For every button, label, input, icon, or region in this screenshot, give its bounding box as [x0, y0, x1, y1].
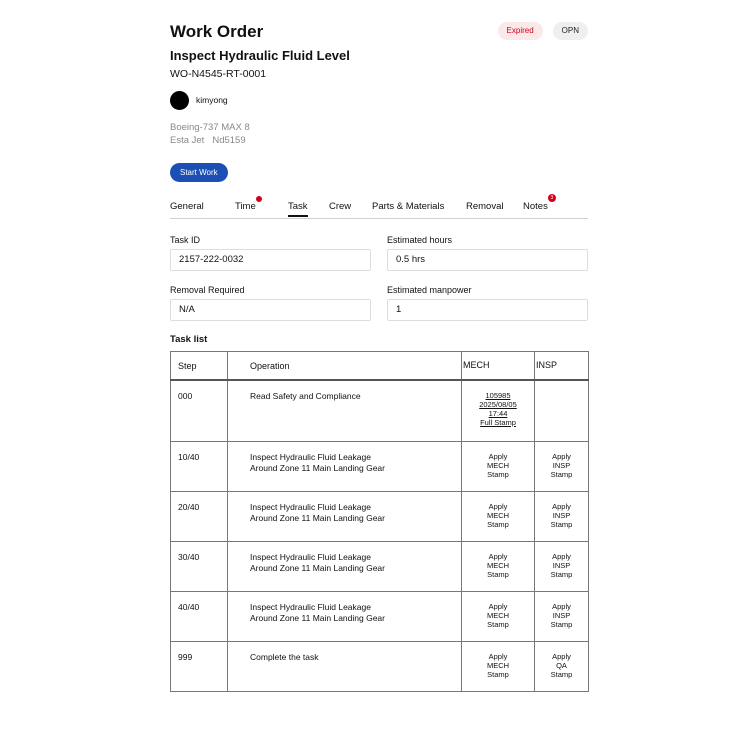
step-cell: 10/40	[171, 441, 228, 491]
operation-cell	[228, 641, 462, 691]
tab-time[interactable]	[235, 200, 256, 214]
column-header-mech: MECH	[462, 352, 535, 381]
mech-stamp-cell	[462, 641, 535, 691]
table-row	[171, 641, 589, 691]
aircraft-operator: Esta Jet	[170, 135, 205, 146]
operation-text: Inspect Hydraulic Fluid Leakage Around Zone 11 Main Landing Gear	[250, 601, 385, 623]
insp-stamp-cell	[535, 491, 589, 541]
table-row	[171, 380, 589, 441]
operation-text: Complete the task	[250, 651, 319, 662]
apply-insp-stamp-button[interactable]: Apply INSP Stamp	[550, 451, 573, 479]
step-cell: 000	[171, 380, 228, 441]
estimated-hours-label: Estimated hours	[387, 235, 453, 245]
apply-mech-stamp-button[interactable]: Apply MECH Stamp	[486, 651, 510, 679]
assigned-user	[170, 90, 588, 110]
task-id-label: Task ID	[170, 235, 201, 245]
work-order-subtitle: Inspect Hydraulic Fluid Level	[170, 48, 350, 63]
table-row	[171, 491, 589, 541]
aircraft-model: Boeing-737 MAX 8	[170, 122, 250, 133]
start-work-button[interactable]: Start Work	[170, 163, 228, 182]
notes-count-badge: 3	[548, 194, 556, 202]
task-list-table	[170, 351, 589, 692]
tab-label: General	[170, 201, 204, 212]
column-header-operation: Operation	[228, 352, 462, 381]
expired-badge: Expired	[498, 22, 543, 40]
work-order-panel	[170, 22, 588, 679]
insp-stamp-cell	[535, 591, 589, 641]
insp-stamp-cell	[535, 441, 589, 491]
aircraft-info	[170, 121, 588, 147]
tab-label: Parts & Materials	[372, 201, 445, 212]
removal-required-value[interactable]: N/A	[170, 299, 371, 321]
operation-text: Inspect Hydraulic Fluid Leakage Around Zone 11 Main Landing Gear	[250, 551, 385, 573]
insp-stamp-cell	[535, 541, 589, 591]
apply-mech-stamp-button[interactable]: Apply MECH Stamp	[486, 551, 510, 579]
apply-qa-stamp-button[interactable]: Apply QA Stamp	[550, 651, 573, 679]
mech-stamp-cell	[462, 441, 535, 491]
status-badges	[498, 22, 588, 40]
apply-mech-stamp-button[interactable]: Apply MECH Stamp	[486, 601, 510, 629]
task-id-value[interactable]: 2157-222-0032	[170, 249, 371, 271]
tab-task[interactable]	[288, 200, 308, 214]
apply-insp-stamp-button[interactable]: Apply INSP Stamp	[550, 501, 573, 529]
apply-mech-stamp-button[interactable]: Apply MECH Stamp	[486, 451, 510, 479]
operation-cell	[228, 591, 462, 641]
page-title: Work Order	[170, 22, 264, 41]
avatar	[170, 91, 189, 110]
work-order-id: WO-N4545-RT-0001	[170, 68, 267, 80]
status-badge: OPN	[553, 22, 588, 40]
step-cell: 999	[171, 641, 228, 691]
insp-stamp-cell[interactable]	[535, 380, 589, 441]
step-cell: 30/40	[171, 541, 228, 591]
tab-label: Notes	[523, 201, 548, 212]
task-list-title: Task list	[170, 334, 208, 345]
aircraft-operator-line	[170, 134, 588, 147]
task-id-field	[170, 234, 371, 271]
mech-stamp-cell	[462, 541, 535, 591]
operation-text: Read Safety and Compliance	[250, 391, 361, 401]
estimated-manpower-field	[387, 284, 588, 321]
tab-crew[interactable]	[329, 200, 351, 214]
estimated-hours-field	[387, 234, 588, 271]
tab-removal[interactable]	[466, 200, 504, 214]
column-header-step: Step	[171, 352, 228, 381]
tab-label: Removal	[466, 201, 504, 212]
operation-text: Inspect Hydraulic Fluid Leakage Around Zone 11 Main Landing Gear	[250, 451, 385, 473]
estimated-manpower-value[interactable]: 1	[387, 299, 588, 321]
tab-label: Task	[288, 201, 308, 212]
table-row	[171, 541, 589, 591]
aircraft-registration: Nd5159	[212, 135, 246, 146]
removal-required-field	[170, 284, 371, 321]
notification-dot	[256, 196, 262, 202]
apply-mech-stamp-button[interactable]: Apply MECH Stamp	[486, 501, 510, 529]
step-cell: 40/40	[171, 591, 228, 641]
estimated-hours-value[interactable]: 0.5 hrs	[387, 249, 588, 271]
mech-stamp-cell	[462, 491, 535, 541]
mech-stamp-cell	[462, 380, 535, 441]
apply-insp-stamp-button[interactable]: Apply INSP Stamp	[550, 551, 573, 579]
tab-notes[interactable]	[523, 195, 554, 214]
operation-cell	[228, 441, 462, 491]
mech-stamp-cell	[462, 591, 535, 641]
tab-bar	[170, 195, 588, 219]
step-cell: 20/40	[171, 491, 228, 541]
table-header-row	[171, 352, 589, 381]
insp-stamp-cell	[535, 641, 589, 691]
removal-required-label: Removal Required	[170, 285, 245, 295]
operation-cell	[228, 541, 462, 591]
tab-general[interactable]	[170, 200, 204, 214]
tab-label: Crew	[329, 201, 352, 212]
operation-cell	[228, 380, 462, 441]
mech-stamp-record-link[interactable]: 105985 2025/08/05 17:44 Full Stamp	[479, 391, 517, 427]
column-header-insp: INSP	[535, 352, 589, 381]
tab-parts-materials[interactable]	[372, 200, 444, 214]
table-row	[171, 591, 589, 641]
apply-insp-stamp-button[interactable]: Apply INSP Stamp	[550, 601, 573, 629]
operation-text: Inspect Hydraulic Fluid Leakage Around Zone 11 Main Landing Gear	[250, 501, 385, 523]
user-name: kimyong	[196, 95, 228, 105]
tab-label: Time	[235, 201, 256, 212]
estimated-manpower-label: Estimated manpower	[387, 285, 472, 295]
table-row	[171, 441, 589, 491]
operation-cell	[228, 491, 462, 541]
